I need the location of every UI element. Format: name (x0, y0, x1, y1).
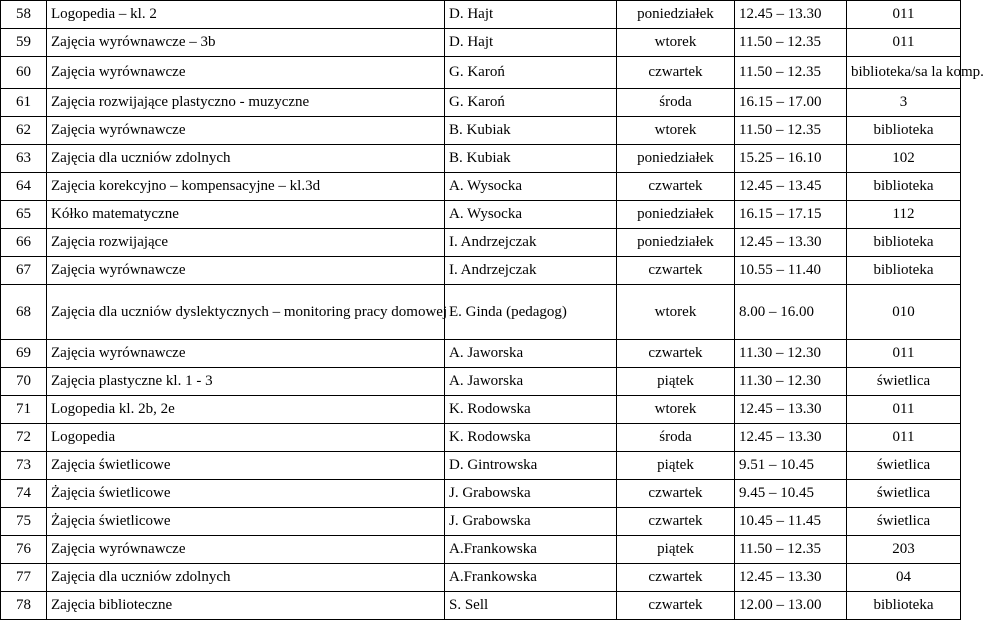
teacher-name: K. Rodowska (445, 396, 617, 424)
teacher-name: J. Grabowska (445, 508, 617, 536)
time-range: 12.45 – 13.30 (735, 424, 847, 452)
room: świetlica (847, 508, 961, 536)
time-range: 12.45 – 13.30 (735, 229, 847, 257)
room: 011 (847, 29, 961, 57)
activity-name: Zajęcia korekcyjno – kompensacyjne – kl.3d (47, 173, 445, 201)
row-number: 74 (1, 480, 47, 508)
table-row (1, 592, 961, 620)
row-number: 58 (1, 1, 47, 29)
room: biblioteka (847, 592, 961, 620)
table-row (1, 452, 961, 480)
teacher-name: B. Kubiak (445, 145, 617, 173)
row-number: 66 (1, 229, 47, 257)
time-range: 11.50 – 12.35 (735, 536, 847, 564)
room: biblioteka/sa la komp. (847, 57, 961, 89)
room: biblioteka (847, 117, 961, 145)
activity-name: Zajęcia wyrównawcze – 3b (47, 29, 445, 57)
time-range: 16.15 – 17.00 (735, 89, 847, 117)
teacher-name: E. Ginda (pedagog) (445, 285, 617, 340)
teacher-name: I. Andrzejczak (445, 229, 617, 257)
activity-name: Zajęcia biblioteczne (47, 592, 445, 620)
table-row (1, 424, 961, 452)
activity-name: Zajęcia wyrównawcze (47, 57, 445, 89)
teacher-name: G. Karoń (445, 89, 617, 117)
teacher-name: A. Jaworska (445, 340, 617, 368)
room: biblioteka (847, 173, 961, 201)
weekday: środa (617, 89, 735, 117)
teacher-name: K. Rodowska (445, 424, 617, 452)
time-range: 16.15 – 17.15 (735, 201, 847, 229)
activity-name: Zajęcia wyrównawcze (47, 257, 445, 285)
weekday: czwartek (617, 508, 735, 536)
row-number: 61 (1, 89, 47, 117)
weekday: wtorek (617, 117, 735, 145)
time-range: 8.00 – 16.00 (735, 285, 847, 340)
table-row (1, 1, 961, 29)
time-range: 12.45 – 13.30 (735, 396, 847, 424)
row-number: 76 (1, 536, 47, 564)
time-range: 11.50 – 12.35 (735, 117, 847, 145)
teacher-name: A.Frankowska (445, 564, 617, 592)
room: 011 (847, 396, 961, 424)
time-range: 9.51 – 10.45 (735, 452, 847, 480)
table-row (1, 480, 961, 508)
activity-name: Zajęcia wyrównawcze (47, 117, 445, 145)
time-range: 12.45 – 13.45 (735, 173, 847, 201)
teacher-name: D. Gintrowska (445, 452, 617, 480)
table-row (1, 340, 961, 368)
time-range: 12.45 – 13.30 (735, 1, 847, 29)
row-number: 69 (1, 340, 47, 368)
weekday: czwartek (617, 257, 735, 285)
room: świetlica (847, 480, 961, 508)
schedule-body (1, 1, 984, 620)
table-row (1, 508, 961, 536)
teacher-name: D. Hajt (445, 1, 617, 29)
activity-name: Żajęcia świetlicowe (47, 508, 445, 536)
weekday: piątek (617, 536, 735, 564)
table-row (1, 285, 961, 340)
table-row (1, 229, 961, 257)
teacher-name: D. Hajt (445, 29, 617, 57)
time-range: 10.45 – 11.45 (735, 508, 847, 536)
table-row (1, 564, 961, 592)
weekday: wtorek (617, 285, 735, 340)
weekday: czwartek (617, 173, 735, 201)
time-range: 12.45 – 13.30 (735, 564, 847, 592)
table-row (1, 145, 961, 173)
teacher-name: J. Grabowska (445, 480, 617, 508)
activity-name: Żajęcia świetlicowe (47, 480, 445, 508)
time-range: 11.50 – 12.35 (735, 29, 847, 57)
weekday: czwartek (617, 592, 735, 620)
room: 04 (847, 564, 961, 592)
room: 203 (847, 536, 961, 564)
row-number: 72 (1, 424, 47, 452)
weekday: poniedziałek (617, 201, 735, 229)
row-number: 75 (1, 508, 47, 536)
teacher-name: S. Sell (445, 592, 617, 620)
room: świetlica (847, 368, 961, 396)
weekday: czwartek (617, 564, 735, 592)
table-row (1, 368, 961, 396)
time-range: 11.50 – 12.35 (735, 57, 847, 89)
room: 3 (847, 89, 961, 117)
teacher-name: A.Frankowska (445, 536, 617, 564)
activity-name: Logopedia (47, 424, 445, 452)
room: biblioteka (847, 257, 961, 285)
table-row (1, 536, 961, 564)
row-number: 73 (1, 452, 47, 480)
row-number: 68 (1, 285, 47, 340)
activity-name: Zajęcia świetlicowe (47, 452, 445, 480)
row-number: 64 (1, 173, 47, 201)
row-number: 67 (1, 257, 47, 285)
time-range: 11.30 – 12.30 (735, 368, 847, 396)
table-row (1, 173, 961, 201)
weekday: poniedziałek (617, 229, 735, 257)
table-row (1, 396, 961, 424)
row-number: 59 (1, 29, 47, 57)
room: 112 (847, 201, 961, 229)
room: 011 (847, 424, 961, 452)
activity-name: Zajęcia wyrównawcze (47, 536, 445, 564)
table-row (1, 201, 961, 229)
time-range: 15.25 – 16.10 (735, 145, 847, 173)
row-number: 70 (1, 368, 47, 396)
room: 011 (847, 1, 961, 29)
activity-name: Zajęcia rozwijające plastyczno - muzyczne (47, 89, 445, 117)
teacher-name: I. Andrzejczak (445, 257, 617, 285)
table-row (1, 29, 961, 57)
weekday: wtorek (617, 29, 735, 57)
time-range: 12.00 – 13.00 (735, 592, 847, 620)
weekday: wtorek (617, 396, 735, 424)
weekday: czwartek (617, 480, 735, 508)
activity-name: Logopedia – kl. 2 (47, 1, 445, 29)
activity-name: Zajęcia dla uczniów zdolnych (47, 145, 445, 173)
room: świetlica (847, 452, 961, 480)
activity-name: Zajęcia dla uczniów dyslektycznych – monitoring pracy domowej (47, 285, 445, 340)
row-number: 63 (1, 145, 47, 173)
weekday: środa (617, 424, 735, 452)
activity-name: Zajęcia rozwijające (47, 229, 445, 257)
teacher-name: B. Kubiak (445, 117, 617, 145)
activity-name: Kółko matematyczne (47, 201, 445, 229)
teacher-name: A. Jaworska (445, 368, 617, 396)
activity-name: Zajęcia wyrównawcze (47, 340, 445, 368)
time-range: 10.55 – 11.40 (735, 257, 847, 285)
row-number: 60 (1, 57, 47, 89)
teacher-name: A. Wysocka (445, 201, 617, 229)
room: 010 (847, 285, 961, 340)
room: 011 (847, 340, 961, 368)
activity-name: Logopedia kl. 2b, 2e (47, 396, 445, 424)
weekday: czwartek (617, 57, 735, 89)
weekday: piątek (617, 368, 735, 396)
weekday: poniedziałek (617, 145, 735, 173)
activity-name: Zajęcia dla uczniów zdolnych (47, 564, 445, 592)
table-row (1, 89, 961, 117)
table-row (1, 117, 961, 145)
weekday: piątek (617, 452, 735, 480)
teacher-name: G. Karoń (445, 57, 617, 89)
row-number: 71 (1, 396, 47, 424)
teacher-name: A. Wysocka (445, 173, 617, 201)
time-range: 11.30 – 12.30 (735, 340, 847, 368)
row-number: 78 (1, 592, 47, 620)
table-row (1, 257, 961, 285)
room: biblioteka (847, 229, 961, 257)
row-number: 65 (1, 201, 47, 229)
row-number: 62 (1, 117, 47, 145)
weekday: czwartek (617, 340, 735, 368)
row-number: 77 (1, 564, 47, 592)
room: 102 (847, 145, 961, 173)
activity-name: Zajęcia plastyczne kl. 1 - 3 (47, 368, 445, 396)
weekday: poniedziałek (617, 1, 735, 29)
time-range: 9.45 – 10.45 (735, 480, 847, 508)
table-row (1, 57, 961, 89)
